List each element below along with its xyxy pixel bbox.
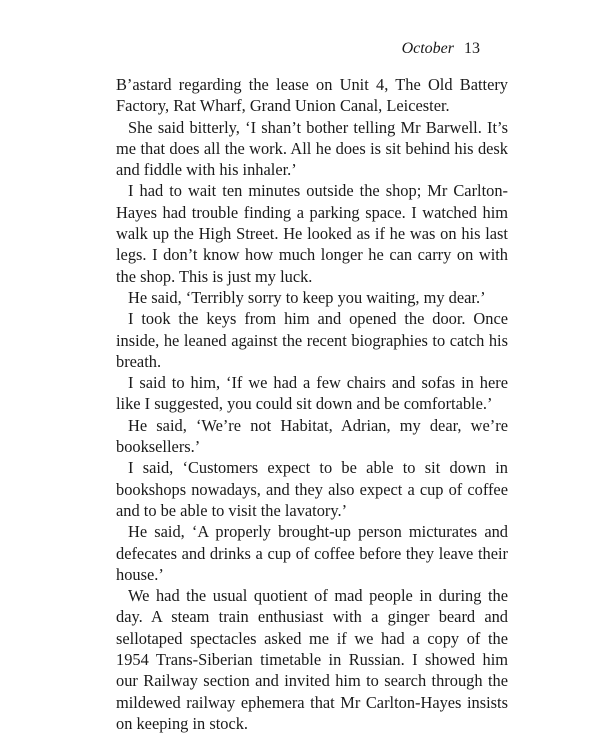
paragraph: I said, ‘Customers expect to be able to sit down in bookshops nowadays, and they also expect a cup of coffee and to be able to visit the lavatory.’	[116, 458, 508, 520]
paragraph: He said, ‘A properly brought-up person micturates and defecates and drinks a cup of coffee before they leave their house.’	[116, 522, 508, 584]
paragraph: B’astard regarding the lease on Unit 4, The Old Battery Factory, Rat Wharf, Grand Union Canal, Leicester.	[116, 75, 508, 116]
paragraph: He said, ‘We’re not Habitat, Adrian, my dear, we’re booksellers.’	[116, 415, 508, 457]
paragraph: We had the usual quotient of mad people in during the day. A steam train enthusiast with a ginger beard and sellotaped spectacles asked me if we had a copy of the 1954 Trans-Siberian timetable in Russian. I showed him our Railway section and invited him to search through the mildewed railway ephemera that Mr Carlton-Hayes insists on keeping in stock.	[116, 586, 508, 733]
paragraph: I said to him, ‘If we had a few chairs and sofas in here like I suggested, you could sit down and be comfortable.’	[116, 373, 508, 414]
paragraph: He said, ‘Terribly sorry to keep you waiting, my dear.’	[128, 287, 486, 307]
body-text	[116, 74, 508, 734]
running-head-section: October	[401, 40, 454, 57]
paragraph: I had to wait ten minutes outside the shop; Mr Carlton-Hayes had trouble finding a parking space. I watched him walk up the High Street. He looked as if he was on his last legs. I don’t know how much longer he can carry on with the shop. This is just my luck.	[116, 181, 508, 286]
paragraph: She said bitterly, ‘I shan’t bother telling Mr Barwell. It’s me that does all the work. All he does is sit behind his desk and fiddle with his inhaler.’	[116, 117, 508, 180]
paragraph: I took the keys from him and opened the door. Once inside, he leaned against the recent biographies to catch his breath.	[116, 309, 508, 371]
running-head	[402, 40, 480, 58]
page-number: 13	[464, 40, 480, 57]
